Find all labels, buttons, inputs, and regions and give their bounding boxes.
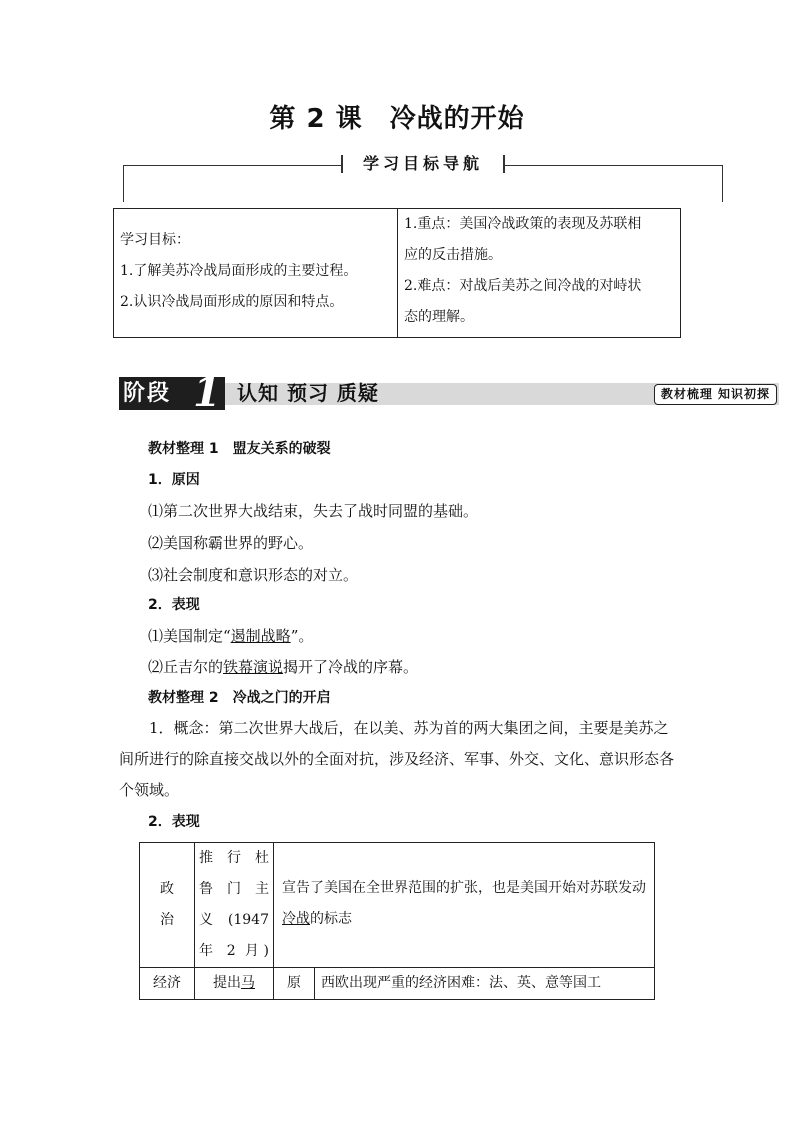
expression-item <box>148 621 313 652</box>
description-cell: 西欧出现严重的经济困难：法、英、意等国工 <box>315 968 655 1000</box>
goals-right-cell <box>398 209 680 337</box>
goals-heading: 学习目标： <box>120 232 190 248</box>
text-fragment: ⑴美国制定“ <box>148 627 231 645</box>
description-cell <box>274 843 655 968</box>
stage-badge: 教材梳理 知识初探 <box>654 384 777 405</box>
key-point-line: 应的反击措施。 <box>404 247 502 263</box>
event-cell <box>195 843 274 968</box>
stage-label: 阶段 <box>123 381 172 406</box>
category-cell: 经济 <box>140 968 195 1000</box>
cell-line: 年 2 月) <box>199 943 269 959</box>
text-fragment: ”。 <box>290 627 314 645</box>
stage-banner <box>119 369 779 416</box>
text-fragment: ⑵丘吉尔的 <box>148 658 224 676</box>
goals-left-cell <box>114 209 398 337</box>
nav-left-tick <box>123 165 124 202</box>
category-cell <box>140 843 195 968</box>
nav-label: 学习目标导航 <box>341 150 505 178</box>
goal-item: 1.了解美苏冷战局面形成的主要过程。 <box>120 263 358 279</box>
concept-paragraph: 1．概念：第二次世界大战后，在以美、苏为首的两大集团之间，主要是美苏之间所进行的除直接交战以外的全面对抗，涉及经济、军事、外交、文化、意识形态各个领域。 <box>119 719 675 799</box>
sub-label-cell: 原 <box>274 968 315 1000</box>
difficulty-line: 态的理解。 <box>404 309 474 325</box>
nav-left-rule <box>123 165 341 166</box>
study-goals-table <box>113 208 681 338</box>
nav-right-tick <box>722 165 723 202</box>
reason-item: ⑶社会制度和意识形态的对立。 <box>148 566 359 584</box>
cell-line: 政 <box>160 881 174 897</box>
page-title: 第 2 课 冷战的开始 <box>269 104 525 134</box>
text-fragment: 提出 <box>213 975 241 991</box>
underlined-term: 冷战 <box>282 911 310 927</box>
text-fragment: 揭开了冷战的序幕。 <box>283 658 419 676</box>
underlined-term: 铁幕演说 <box>223 658 284 676</box>
underlined-term: 马 <box>241 975 255 991</box>
sub-heading: 2．表现 <box>148 597 200 613</box>
section-heading: 教材整理 2 冷战之门的开启 <box>148 690 331 706</box>
cell-line: 鲁 门 主 <box>199 881 269 897</box>
text-fragment: 宣告了美国在全世界范围的扩张，也是美国开始对苏联发动 <box>282 880 646 896</box>
cell-line: 推 行 杜 <box>199 850 269 866</box>
reason-item: ⑵美国称霸世界的野心。 <box>148 534 314 552</box>
study-goal-navigation-header <box>123 150 723 202</box>
expression-item <box>148 652 418 683</box>
sub-heading: 2．表现 <box>148 814 200 830</box>
cell-line: 义 (1947 <box>199 912 269 928</box>
event-cell <box>195 968 274 1000</box>
key-point-line: 1.重点：美国冷战政策的表现及苏联相 <box>404 216 642 232</box>
reason-item: ⑴第二次世界大战结束，失去了战时同盟的基础。 <box>148 502 479 520</box>
stage-number: 1 <box>193 369 221 416</box>
nav-right-rule <box>505 165 723 166</box>
text-fragment: 的标志 <box>310 911 352 927</box>
cell-line: 治 <box>160 912 174 928</box>
stage-title: 认知 预习 质疑 <box>237 381 379 405</box>
sub-heading: 1．原因 <box>148 472 200 488</box>
expression-table <box>139 842 655 1000</box>
section-heading: 教材整理 1 盟友关系的破裂 <box>148 441 331 457</box>
goal-item: 2.认识冷战局面形成的原因和特点。 <box>120 294 344 310</box>
table-row <box>140 843 655 968</box>
difficulty-line: 2.难点：对战后美苏之间冷战的对峙状 <box>404 278 642 294</box>
table-row <box>140 968 655 1000</box>
underlined-term: 遏制战略 <box>230 627 291 645</box>
